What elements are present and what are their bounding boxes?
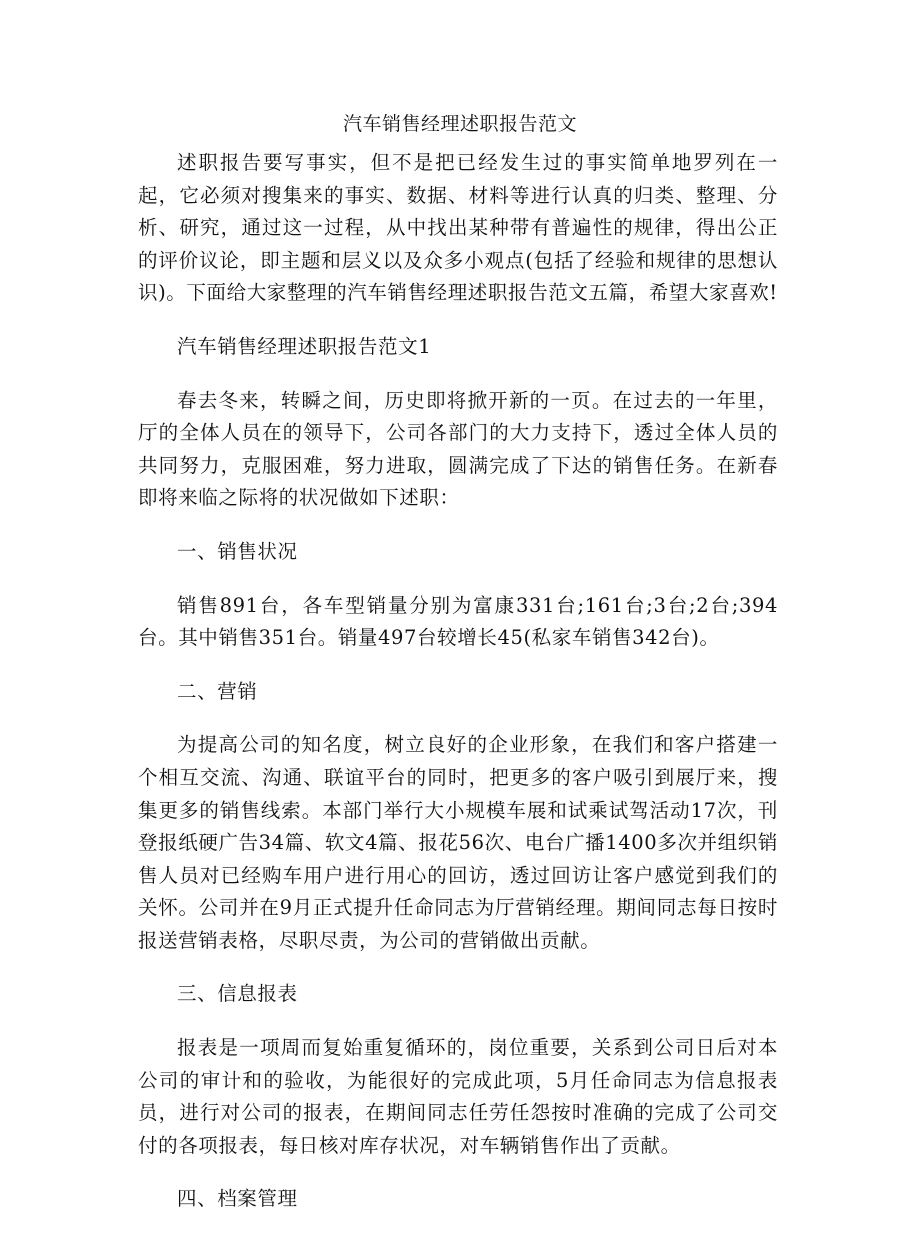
heading-info-reports: 三、信息报表 xyxy=(177,982,298,1006)
sales-status-paragraph: 销售891台，各车型销量分别为富康331台;161台;3台;2台;394台。其中销售351台。销量497台较增长45(私家车销售342台)。 xyxy=(138,593,778,650)
heading-archive-management: 四、档案管理 xyxy=(177,1187,298,1211)
heading-marketing: 二、营销 xyxy=(177,679,258,703)
document-body xyxy=(138,147,778,1237)
opening-paragraph: 春去冬来，转瞬之间，历史即将掀开新的一页。在过去的一年里，厅的全体人员在的领导下，公司各部门的大力支持下，透过全体人员的共同努力，克服困难，努力进取，圆满完成了下达的销售任务。在新春即将来临之际将的状况做如下述职： xyxy=(138,388,778,510)
heading-sales-status: 一、销售状况 xyxy=(177,539,298,563)
info-reports-paragraph: 报表是一项周而复始重复循环的，岗位重要，关系到公司日后对本公司的审计和的验收，为能很好的完成此项，5月任命同志为信息报表员，进行对公司的报表，在期间同志任劳任怨按时准确的完成了公司交付的各项报表，每日核对库存状况，对车辆销售作出了贡献。 xyxy=(138,1036,778,1157)
document-title: 汽车销售经理述职报告范文 xyxy=(342,113,577,135)
intro-paragraph: 述职报告要写事实，但不是把已经发生过的事实简单地罗列在一起，它必须对搜集来的事实、数据、材料等进行认真的归类、整理、分析、研究，通过这一过程，从中找出某种带有普遍性的规律，得出公正的评价议论，即主题和层义以及众多小观点(包括了经验和规律的思想认识)。下面给大家整理的汽车销售经理述职报告范文五篇，希望大家喜欢! xyxy=(138,151,778,305)
section-title: 汽车销售经理述职报告范文1 xyxy=(177,334,432,358)
marketing-paragraph: 为提高公司的知名度，树立良好的企业形象，在我们和客户搭建一个相互交流、沟通、联谊平台的同时，把更多的客户吸引到展厅来，搜集更多的销售线索。本部门举行大小规模车展和试乘试驾活动17次，刊登报纸硬广告34篇、软文4篇、报花56次、电台广播1400多次并组织销售人员对已经购车用户进行用心的回访，透过回访让客户感觉到我们的关怀。公司并在9月正式提升任命同志为厅营销经理。期间同志每日按时报送营销表格，尽职尽责，为公司的营销做出贡献。 xyxy=(138,733,778,952)
